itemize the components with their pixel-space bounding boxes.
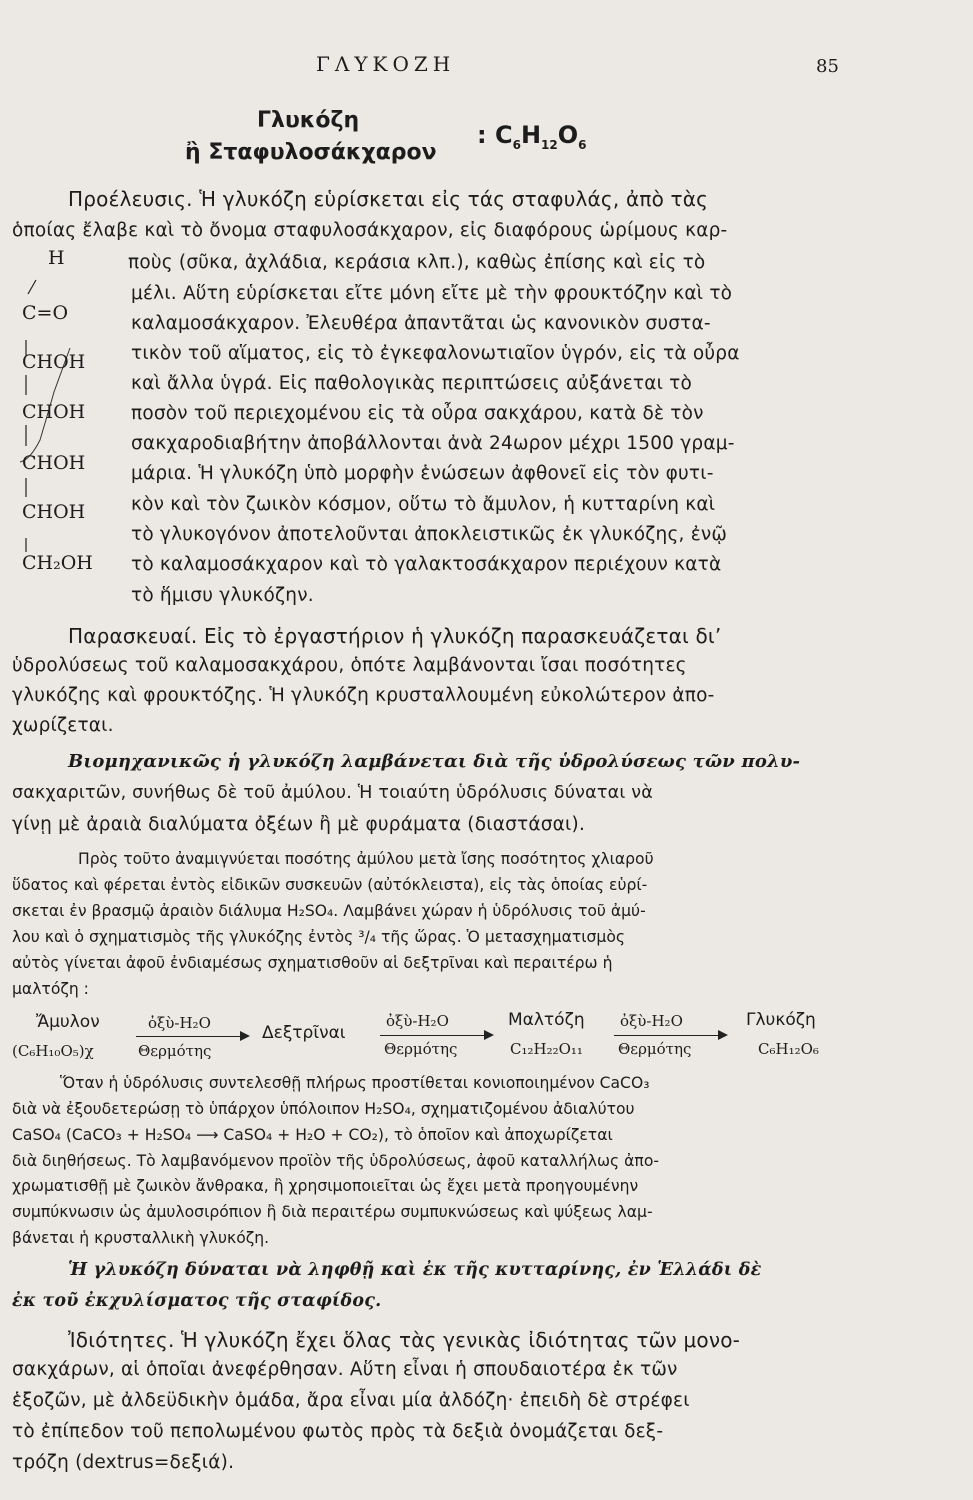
structure-row-choh-1: CHOH <box>22 351 86 373</box>
reaction-cond-top-3: ὀξὺ-H₂O <box>620 1012 683 1030</box>
line: σακχάρων, αἱ ὁποῖαι ἀνεφέρθησαν. Αὕτη εἶναι ἡ σπουδαιοτέρα ἐκ τῶν <box>12 1359 678 1380</box>
line: αὐτὸς γίνεται ἀφοῦ ἐνδιαμέσως σχηματισθοῦν αἱ δεξτρῖναι καὶ περαιτέρω ἡ <box>12 954 613 972</box>
structure-row-choh-2: CHOH <box>22 401 86 423</box>
line: σκεται ἐν βρασμῷ ἀραιὸν διάλυμα H₂SO₄. Λαμβάνει χώραν ἡ ὑδρόλυσις τοῦ ἀμύ- <box>12 902 646 920</box>
line: καλαμοσάκχαρον. Ἐλευθέρα ἀπαντᾶται ὡς κανονικὸν συστα- <box>131 313 711 334</box>
molecular-formula <box>477 121 587 152</box>
line: τρόζη (dextrus=δεξιά). <box>12 1452 235 1473</box>
line: ἐκ τοῦ ἐκχυλίσματος τῆς σταφίδος. <box>12 1291 382 1311</box>
reaction-glucose-formula: C₆H₁₂O₆ <box>758 1040 819 1058</box>
line: ὑδρολύσεως τοῦ καλαμοσακχάρου, ὁπότε λαμβάνονται ἴσαι ποσότητες <box>12 655 687 676</box>
line: τὸ γλυκογόνον ἀποτελοῦνται ἀποκλειστικῶς ἐκ γλυκόζης, ἐνῷ <box>131 524 728 545</box>
line: χωρίζεται. <box>12 715 114 736</box>
line: Ἡ γλυκόζη δύναται νὰ ληφθῇ καὶ ἐκ τῆς κυτταρίνης, ἐν Ἑλλάδι δὲ <box>68 1260 762 1280</box>
line: μέλι. Αὕτη εὑρίσκεται εἴτε μόνη εἴτε μὲ τὴν φρουκτόζην καὶ τὸ <box>131 283 733 304</box>
reaction-cond-bottom-2: Θερμότης <box>384 1040 458 1058</box>
reaction-starch-formula: (C₆H₁₀O₅)χ <box>12 1042 94 1060</box>
line: τὸ καλαμοσάκχαρον καὶ τὸ γαλακτοσάκχαρον περιέχουν κατὰ <box>131 554 722 575</box>
reaction-cond-top-2: ὀξὺ-H₂O <box>386 1012 449 1030</box>
formula-colon: : <box>477 121 487 149</box>
reaction-cond-top-1: ὀξὺ-H₂O <box>148 1014 211 1032</box>
line: Πρὸς τοῦτο ἀναμιγνύεται ποσότης ἀμύλου μετὰ ἴσης ποσότητος χλιαροῦ <box>78 850 654 868</box>
line: CaSO₄ (CaCO₃ + H₂SO₄ ⟶ CaSO₄ + H₂O + CO₂), τὸ ὁποῖον καὶ ἀποχωρίζεται <box>12 1126 613 1144</box>
formula-c: C <box>494 121 513 149</box>
formula-h: H <box>520 121 542 149</box>
line: ἑξοζῶν, μὲ ἀλδεϋδικὴν ὁμάδα, ἄρα εἶναι μία ἀλδόζη· ἐπειδὴ δὲ στρέφει <box>12 1390 690 1411</box>
line: κὸν καὶ τὸν ζωικὸν κόσμον, οὕτω τὸ ἄμυλον, ἡ κυτταρίνη καὶ <box>131 494 716 515</box>
reaction-glucose: Γλυκόζη <box>746 1010 816 1030</box>
reaction-arrow-1 <box>136 1036 248 1037</box>
line: ποσὸν τοῦ περιεχομένου εἰς τὰ οὖρα σακχάρου, κατὰ δὲ τὸν <box>131 403 704 424</box>
line: γίνῃ μὲ ἀραιὰ διαλύματα ὀξέων ἢ μὲ φυράματα (διαστάσαι). <box>12 814 586 835</box>
line: μαλτόζη : <box>12 980 89 998</box>
structure-row-h: H <box>48 247 65 269</box>
line: διὰ διηθήσεως. Τὸ λαμβανόμενον προϊὸν τῆς ὑδρολύσεως, ἀφοῦ καταλλήλως ἀπο- <box>12 1152 659 1170</box>
structure-row-co: C=O <box>22 302 69 324</box>
reaction-cond-bottom-3: Θερμότης <box>618 1040 692 1058</box>
title-line-2: ἢ Σταφυλοσάκχαρον <box>185 140 437 165</box>
structure-row-ch2oh: CH₂OH <box>22 552 93 574</box>
line: καὶ ἄλλα ὑγρά. Εἰς παθολογικὰς περιπτώσεις αὐξάνεται τὸ <box>131 373 693 394</box>
line: διὰ νὰ ἐξουδετερώσῃ τὸ ὑπάρχον ὑπόλοιπον H₂SO₄, σχηματιζομένου ἀδιαλύτου <box>12 1100 635 1118</box>
formula-o-count: 6 <box>578 137 587 152</box>
formula-h-count: 12 <box>541 137 558 152</box>
line: ὕδατος καὶ φέρεται ἐντὸς εἰδικῶν συσκευῶν (αὐτόκλειστα), εἰς τὰς ὁποίας εὑρί- <box>12 876 648 894</box>
formula-o: O <box>557 121 579 149</box>
line: σακχαροδιαβήτην ἀποβάλλονται ἀνὰ 24ωρον μέχρι 1500 γραμ- <box>131 433 735 454</box>
line: τικὸν τοῦ αἵματος, εἰς τὸ ἐγκεφαλονωτιαῖον ὑγρόν, εἰς τὰ οὖρα <box>131 343 740 364</box>
page-number: 85 <box>816 56 839 77</box>
reaction-maltose-formula: C₁₂H₂₂O₁₁ <box>510 1040 583 1058</box>
reaction-maltose: Μαλτόζη <box>508 1010 585 1030</box>
line: Παρασκευαί. Εἰς τὸ ἐργαστήριον ἡ γλυκόζη παρασκευάζεται δι’ <box>68 624 722 648</box>
reaction-dextrins: Δεξτρῖναι <box>262 1023 346 1043</box>
line: τὸ ἐπίπεδον τοῦ πεπολωμένου φωτὸς πρὸς τὰ δεξιὰ ὀνομάζεται δεξ- <box>12 1421 664 1442</box>
line: βάνεται ἡ κρυσταλλικὴ γλυκόζη. <box>12 1229 270 1247</box>
line: σακχαριτῶν, συνήθως δὲ τοῦ ἀμύλου. Ἡ τοιαύτη ὑδρόλυσις δύναται νὰ <box>12 783 653 803</box>
line: χρωματισθῇ μὲ ζωικὸν ἄνθρακα, ἢ χρησιμοποιεῖται ὡς ἔχει μετὰ προηγουμένην <box>12 1177 639 1195</box>
reaction-arrow-2 <box>380 1035 492 1036</box>
reaction-arrow-3 <box>614 1035 726 1036</box>
line: Ἰδιότητες. Ἡ γλυκόζη ἔχει ὅλας τὰς γενικὰς ἰδιότητας τῶν μονο- <box>68 1328 741 1352</box>
title-line-1: Γλυκόζη <box>257 108 360 133</box>
line: ὁποίας ἔλαβε καὶ τὸ ὄνομα σταφυλοσάκχαρον, εἰς διαφόρους ὡρίμους καρ- <box>12 220 728 241</box>
line: ποὺς (σῦκα, ἀχλάδια, κεράσια κλπ.), καθὼς ἐπίσης καὶ εἰς τὸ <box>128 252 706 273</box>
line: λου καὶ ὁ σχηματισμὸς τῆς γλυκόζης ἐντὸς ³/₄ τῆς ὥρας. Ὁ μετασχηματισμὸς <box>12 928 626 946</box>
line: συμπύκνωσιν ὡς ἀμυλοσιρόπιον ἢ διὰ περαιτέρω συμπυκνώσεως καὶ ψύξεως λαμ- <box>12 1203 653 1221</box>
formula-c-count: 6 <box>512 137 521 152</box>
structure-row-choh-3: CHOH <box>22 452 86 474</box>
reaction-starch: Ἄμυλον <box>36 1012 100 1032</box>
line: Βιομηχανικῶς ἡ γλυκόζη λαμβάνεται διὰ τῆς ὑδρολύσεως τῶν πολυ- <box>68 751 801 772</box>
reaction-cond-bottom-1: Θερμότης <box>138 1042 212 1060</box>
line: γλυκόζης καὶ φρουκτόζης. Ἡ γλυκόζη κρυσταλλουμένη εὐκολώτερον ἀπο- <box>12 685 715 706</box>
line: Ὅταν ἡ ὑδρόλυσις συντελεσθῇ πλήρως προστίθεται κονιοποιημένον CaCO₃ <box>60 1074 650 1092</box>
line: τὸ ἥμισυ γλυκόζην. <box>131 585 314 606</box>
line: Προέλευσις. Ἡ γλυκόζη εὑρίσκεται εἰς τάς σταφυλάς, ἀπὸ τὰς <box>68 187 709 211</box>
line: μάρια. Ἡ γλυκόζη ὑπὸ μορφὴν ἑνώσεων ἀφθονεῖ εἰς τὸν φυτι- <box>131 463 714 484</box>
running-title: ΓΛΥΚΟΖΗ <box>316 52 456 76</box>
structure-row-choh-4: CHOH <box>22 501 86 523</box>
